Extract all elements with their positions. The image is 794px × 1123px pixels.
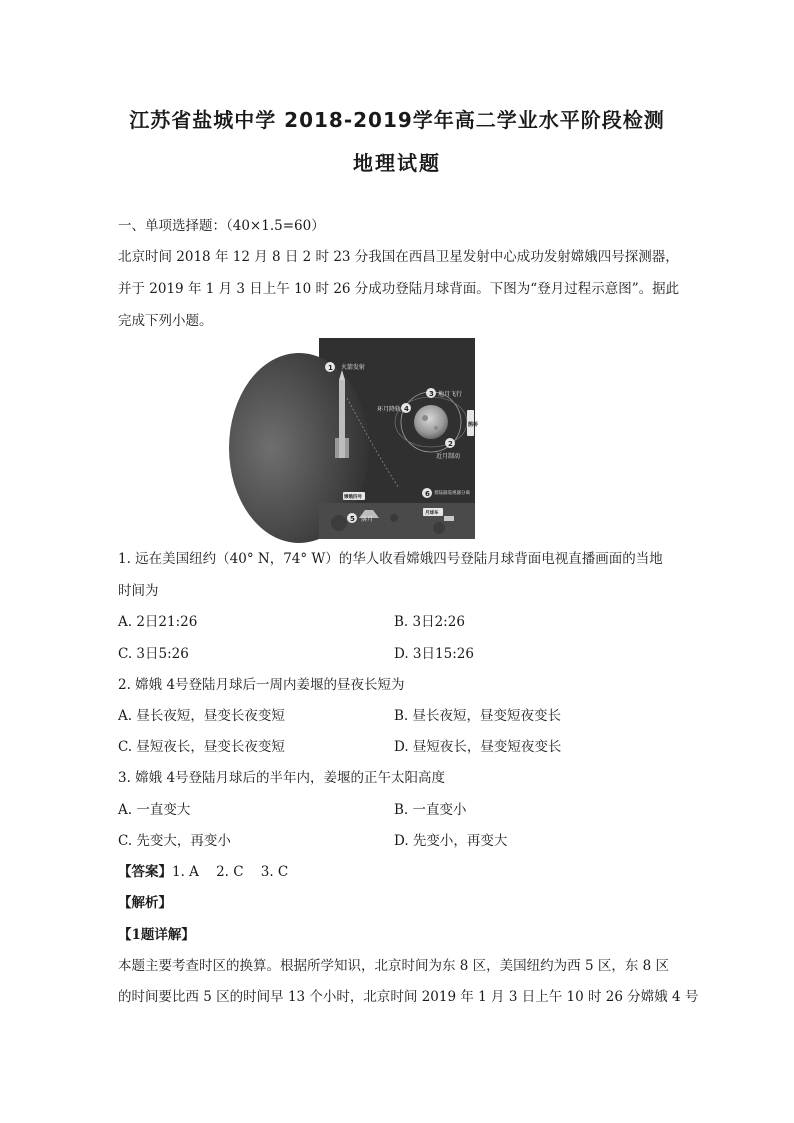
rocket-icon: [339, 380, 345, 458]
document-title: 江苏省盐城中学 2018-2019学年高二学业水平阶段检测: [129, 108, 665, 132]
step-5-number: 5: [350, 515, 355, 523]
question-3-option-c: C. 先变大，再变小: [118, 833, 231, 849]
step-1-number: 1: [328, 364, 333, 372]
relay-satellite-tag: 鹊桥: [468, 422, 479, 428]
answer-label: 【答案】: [118, 864, 172, 880]
question-2-option-c: C. 昼短夜长，昼变长夜变短: [118, 739, 285, 755]
answer-line: [118, 863, 288, 881]
step-3-number: 3: [429, 390, 434, 398]
question-2-option-d: D. 昼短夜长，昼变短夜变长: [394, 739, 562, 755]
analysis-label: 【解析】: [118, 895, 172, 911]
question-1-stem-line-2: 时间为: [118, 583, 159, 599]
question-3-option-d: D. 先变小，再变大: [394, 833, 508, 849]
step-4-number: 4: [404, 405, 409, 413]
step-5-label: 落月: [361, 516, 374, 523]
moon-icon: [414, 405, 448, 439]
analysis-line-1: 本题主要考查时区的换算。根据所学知识，北京时间为东 8 区，美国纽约为西 5 区，东 8 区: [118, 958, 670, 974]
step-3-label: 地月飞行: [438, 391, 463, 398]
question-1-option-d: D. 3日15:26: [394, 646, 474, 662]
intro-line-3: 完成下列小题。: [118, 313, 213, 329]
rover-icon: [444, 516, 454, 521]
question-3-stem: 3. 嫦娥 4号登陆月球后的半年内，姜堰的正午太阳高度: [118, 770, 446, 786]
section-heading: 一、单项选择题：（40×1.5=60）: [118, 218, 325, 234]
step-2-number: 2: [448, 440, 453, 448]
rover-tag: 月球车: [425, 511, 439, 516]
answer-text: 1. A 2. C 3. C: [172, 864, 289, 880]
landing-process-figure: [319, 338, 479, 539]
question-1-option-b: B. 3日2:26: [394, 614, 465, 630]
question-3-option-a: A. 一直变大: [118, 802, 191, 818]
step-4-label: 环月降轨: [377, 406, 402, 413]
intro-line-1: 北京时间 2018 年 12 月 8 日 2 时 23 分我国在西昌卫星发射中心成功发射嫦娥四号探测器，: [118, 249, 679, 265]
intro-line-2: 并于 2019 年 1 月 3 日上午 10 时 26 分成功登陆月球背面。下图为“登月过程示意图”。据此: [118, 281, 680, 297]
analysis-sub-label: 【1题详解】: [118, 927, 195, 943]
step-1-label: 火箭发射: [341, 364, 366, 371]
question-2-option-b: B. 昼长夜短，昼变短夜变长: [394, 708, 562, 724]
question-1-option-a: A. 2日21:26: [118, 614, 198, 630]
analysis-line-2: 的时间要比西 5 区的时间早 13 个小时，北京时间 2019 年 1 月 3 日上午 10 时 26 分嫦娥 4 号: [118, 989, 699, 1005]
lander-tag: 嫦娥四号: [344, 495, 362, 500]
question-1-stem-line-1: 1. 远在美国纽约（40° N，74° W）的华人收看嫦娥四号登陆月球背面电视直播画面的当地: [118, 551, 663, 567]
landing-process-diagram: [319, 338, 479, 539]
step-2-label: 近月制动: [436, 453, 461, 460]
question-2-option-a: A. 昼长夜短，昼变长夜变短: [118, 708, 285, 724]
step-6-label: 着陆器巡视器分离: [434, 491, 470, 496]
question-3-option-b: B. 一直变小: [394, 802, 467, 818]
question-2-stem: 2. 嫦娥 4号登陆月球后一周内姜堰的昼夜长短为: [118, 677, 405, 693]
step-6-number: 6: [425, 490, 430, 498]
question-1-option-c: C. 3日5:26: [118, 646, 189, 662]
document-subtitle: 地理试题: [353, 151, 441, 175]
